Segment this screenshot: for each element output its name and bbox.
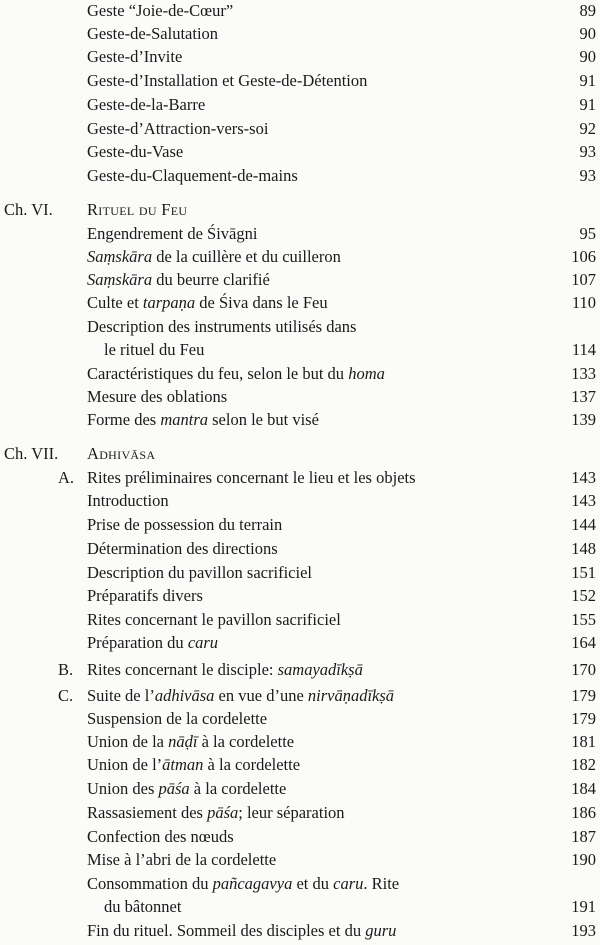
entry-title: Union des pāśa à la cordelette [87, 779, 287, 798]
entry-title: Geste-du-Vase [87, 142, 184, 161]
toc-entry [0, 708, 600, 730]
entry-title: Suspension de la cordelette [87, 709, 268, 728]
entry-title: Mesure des oblations [87, 387, 228, 406]
entry-title: du bâtonnet [104, 897, 182, 916]
entry-title: Geste-de-la-Barre [87, 95, 206, 114]
entry-page: 92 [579, 119, 596, 138]
entry-page: 187 [571, 827, 596, 846]
toc-entry [0, 94, 600, 116]
section-title: Suite de l’adhivāsa en vue d’une nirvāṇadīkṣā [87, 686, 395, 705]
toc-entry [0, 118, 600, 140]
section-letter: A. [58, 468, 75, 487]
entry-page: 106 [571, 247, 596, 266]
entry-page: 191 [571, 897, 596, 916]
toc-entry [0, 490, 600, 512]
entry-page: 190 [571, 850, 596, 869]
entry-page: 164 [571, 633, 596, 652]
entry-page: 143 [571, 491, 596, 510]
entry-title: Culte et tarpaṇa de Śiva dans le Feu [87, 293, 328, 312]
entry-page: 181 [571, 732, 596, 751]
chapter-label: Ch. VI. [4, 200, 53, 219]
entry-page: 137 [571, 387, 596, 406]
entry-title: Préparation du caru [87, 633, 219, 652]
section-title: Rites préliminaires concernant le lieu et les objets [87, 468, 416, 487]
entry-title: Engendrement de Śivāgni [87, 224, 258, 243]
entry-title: Description des instruments utilisés dans [87, 317, 357, 336]
entry-page: 148 [571, 539, 596, 558]
entry-page: 114 [571, 340, 596, 359]
toc-entry [0, 731, 600, 753]
entry-title: Saṃskāra de la cuillère et du cuilleron [87, 247, 341, 266]
section-letter: B. [58, 660, 74, 679]
entry-title: Caractéristiques du feu, selon le but du homa [87, 364, 385, 383]
toc-entry [0, 585, 600, 607]
toc-entry [0, 754, 600, 776]
entry-title: Préparatifs divers [87, 586, 203, 605]
entry-title: Geste-du-Claquement-de-mains [87, 166, 298, 185]
entry-page: 93 [579, 142, 596, 161]
entry-title: Geste-d’Invite [87, 47, 183, 66]
entry-page: 170 [571, 660, 596, 679]
section-heading [0, 685, 600, 707]
entry-page: 152 [571, 586, 596, 605]
toc-entry [0, 778, 600, 800]
chapter-title: Adhivāsa [87, 444, 156, 463]
toc-entry [0, 269, 600, 291]
entry-title: Geste “Joie-de-Cœur” [87, 1, 234, 20]
toc-entry [0, 409, 600, 431]
toc-entry [0, 609, 600, 631]
toc-entry [0, 632, 600, 654]
entry-page: 95 [579, 224, 596, 243]
entry-page: 155 [571, 610, 596, 629]
entry-title: Description du pavillon sacrificiel [87, 563, 312, 582]
entry-page: 89 [579, 1, 596, 20]
entry-page: 179 [571, 709, 596, 728]
entry-title: Forme des mantra selon le but visé [87, 410, 319, 429]
toc-entry [0, 165, 600, 187]
entry-page: 139 [571, 410, 596, 429]
toc-entry [0, 0, 600, 22]
toc-entry [0, 141, 600, 163]
entry-page: 143 [571, 468, 596, 487]
toc-entry [0, 292, 600, 314]
chapter-heading [0, 199, 600, 221]
section-heading [0, 659, 600, 681]
toc-entry [0, 802, 600, 824]
toc-entry [0, 46, 600, 68]
entry-title: Geste-d’Attraction-vers-soi [87, 119, 269, 138]
toc-entry [0, 23, 600, 45]
entry-page: 151 [571, 563, 596, 582]
entry-page: 179 [571, 686, 596, 705]
entry-page: 90 [579, 24, 596, 43]
entry-page: 186 [571, 803, 596, 822]
toc-entry [0, 826, 600, 848]
toc-entry [0, 70, 600, 92]
entry-title: le rituel du Feu [104, 340, 205, 359]
entry-title: Consommation du pañcagavya et du caru. Rite [87, 874, 400, 893]
entry-page: 133 [571, 364, 596, 383]
toc-entry-continuation [0, 339, 600, 361]
toc-entry [0, 849, 600, 871]
toc-entry [0, 873, 600, 895]
toc-entry [0, 246, 600, 268]
toc-entry [0, 386, 600, 408]
entry-title: Rassasiement des pāśa; leur séparation [87, 803, 345, 822]
toc-entry [0, 538, 600, 560]
section-title: Rites concernant le disciple: samayadīkṣā [87, 660, 363, 679]
entry-title: Confection des nœuds [87, 827, 234, 846]
toc-entry [0, 514, 600, 536]
entry-page: 144 [571, 515, 596, 534]
toc-entry [0, 223, 600, 245]
chapter-title: Rituel du Feu [87, 200, 188, 219]
entry-page: 110 [571, 293, 596, 312]
entry-title: Prise de possession du terrain [87, 515, 283, 534]
toc-entry-continuation [0, 896, 600, 918]
chapter-label: Ch. VII. [4, 444, 59, 463]
entry-page: 107 [571, 270, 596, 289]
entry-title: Mise à l’abri de la cordelette [87, 850, 277, 869]
toc-entry [0, 920, 600, 942]
entry-title: Geste-de-Salutation [87, 24, 219, 43]
entry-title: Saṃskāra du beurre clarifié [87, 270, 270, 289]
entry-title: Fin du rituel. Sommeil des disciples et du guru [87, 921, 397, 940]
entry-title: Rites concernant le pavillon sacrificiel [87, 610, 341, 629]
chapter-heading [0, 443, 600, 465]
entry-title: Union de la nāḍī à la cordelette [87, 732, 295, 751]
entry-page: 93 [579, 166, 596, 185]
entry-title: Introduction [87, 491, 169, 510]
entry-page: 193 [571, 921, 596, 940]
entry-title: Détermination des directions [87, 539, 278, 558]
toc-entry [0, 562, 600, 584]
toc-entry [0, 316, 600, 338]
entry-title: Geste-d’Installation et Geste-de-Détention [87, 71, 368, 90]
entry-page: 91 [579, 71, 596, 90]
toc-entry [0, 363, 600, 385]
entry-page: 182 [571, 755, 596, 774]
entry-title: Union de l’ātman à la cordelette [87, 755, 301, 774]
entry-page: 90 [579, 47, 596, 66]
section-heading [0, 467, 600, 489]
section-letter: C. [58, 686, 74, 705]
entry-page: 91 [579, 95, 596, 114]
entry-page: 184 [571, 779, 596, 798]
